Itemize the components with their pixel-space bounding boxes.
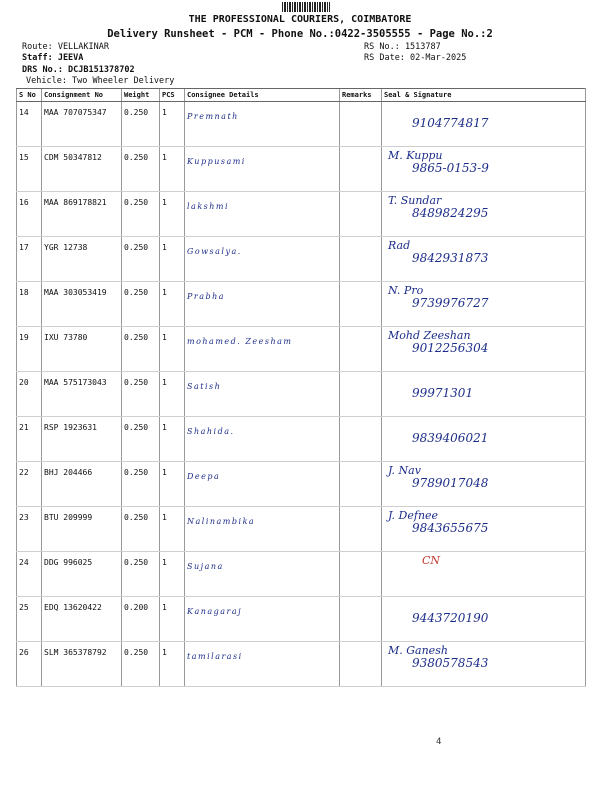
cell-pcs: 1	[160, 372, 185, 417]
col-consignment: Consignment No	[42, 89, 122, 102]
table-row	[17, 552, 586, 597]
cell-sno: 24	[17, 552, 42, 597]
signature-phone: 9789017048	[412, 476, 489, 490]
cell-pcs: 1	[160, 147, 185, 192]
rs-number: RS No.: 1513787	[364, 42, 441, 52]
cell-consignment: EDQ 13620422	[42, 597, 122, 642]
table-row	[17, 462, 586, 507]
signature-phone: 9843655675	[412, 521, 489, 535]
table-row	[17, 192, 586, 237]
cell-consignee: Nalinambika	[185, 507, 340, 552]
signature-name: J. Defnee	[388, 509, 439, 522]
cell-weight: 0.250	[122, 417, 160, 462]
cell-pcs: 1	[160, 642, 185, 687]
cell-consignee: Shahida.	[185, 417, 340, 462]
cell-pcs: 1	[160, 237, 185, 282]
cell-signature	[382, 282, 586, 327]
cell-signature	[382, 147, 586, 192]
table-row	[17, 327, 586, 372]
cell-remarks	[340, 417, 382, 462]
cell-consignee: Deepa	[185, 462, 340, 507]
table-row	[17, 147, 586, 192]
cell-consignment: MAA 303053419	[42, 282, 122, 327]
cell-remarks	[340, 102, 382, 147]
route: Route: VELLAKINAR	[22, 42, 109, 52]
cell-sno: 14	[17, 102, 42, 147]
col-weight: Weight	[122, 89, 160, 102]
cell-consignment: BTU 209999	[42, 507, 122, 552]
cell-pcs: 1	[160, 417, 185, 462]
cell-consignment: SLM 365378792	[42, 642, 122, 687]
cell-pcs: 1	[160, 327, 185, 372]
signature-name: T. Sundar	[388, 194, 442, 207]
cell-sno: 26	[17, 642, 42, 687]
cell-sno: 23	[17, 507, 42, 552]
cell-signature	[382, 192, 586, 237]
cell-signature	[382, 417, 586, 462]
signature-name: Rad	[388, 239, 411, 252]
cell-sno: 17	[17, 237, 42, 282]
cell-consignee: lakshmi	[185, 192, 340, 237]
cell-signature	[382, 372, 586, 417]
cell-consignee: Sujana	[185, 552, 340, 597]
cell-consignment: MAA 869178821	[42, 192, 122, 237]
signature-phone: 99971301	[412, 386, 474, 400]
cell-signature	[382, 642, 586, 687]
cell-weight: 0.250	[122, 192, 160, 237]
cell-consignee: tamilarasi	[185, 642, 340, 687]
table-header-row	[17, 89, 586, 102]
cell-weight: 0.200	[122, 597, 160, 642]
cell-remarks	[340, 642, 382, 687]
signature-phone: 9739976727	[412, 296, 489, 310]
table-row	[17, 642, 586, 687]
signature-name: J. Nav	[388, 464, 421, 477]
cell-consignment: BHJ 204466	[42, 462, 122, 507]
signature-phone: 9865-0153-9	[412, 161, 489, 175]
cell-signature	[382, 237, 586, 282]
cell-weight: 0.250	[122, 327, 160, 372]
col-sno: S No	[17, 89, 42, 102]
signature-name: Mohd Zeeshan	[388, 329, 471, 342]
cell-remarks	[340, 552, 382, 597]
cell-consignment: CDM 50347812	[42, 147, 122, 192]
runsheet-table	[16, 88, 586, 687]
cell-consignee: Satish	[185, 372, 340, 417]
col-consignee: Consignee Details	[185, 89, 340, 102]
cell-remarks	[340, 147, 382, 192]
cell-remarks	[340, 597, 382, 642]
table-row	[17, 282, 586, 327]
cell-signature	[382, 507, 586, 552]
cell-pcs: 1	[160, 552, 185, 597]
staff: Staff: JEEVA	[22, 53, 84, 63]
cell-consignment: MAA 707075347	[42, 102, 122, 147]
signature-phone: 9012256304	[412, 341, 489, 355]
cell-consignee: Prabha	[185, 282, 340, 327]
cell-remarks	[340, 462, 382, 507]
cell-signature	[382, 462, 586, 507]
signature-phone: 9842931873	[412, 251, 489, 265]
signature-phone: 9443720190	[412, 611, 489, 625]
cell-sno: 15	[17, 147, 42, 192]
cell-consignee: mohamed. Zeesham	[185, 327, 340, 372]
cell-weight: 0.250	[122, 507, 160, 552]
cell-weight: 0.250	[122, 282, 160, 327]
table-row	[17, 597, 586, 642]
signature-name: M. Ganesh	[388, 644, 448, 657]
company-title: THE PROFESSIONAL COURIERS, COIMBATORE	[188, 14, 412, 25]
drs-number: DRS No.: DCJB151378702	[22, 65, 135, 75]
cell-pcs: 1	[160, 282, 185, 327]
signature-name: N. Pro	[388, 284, 424, 297]
col-signature: Seal & Signature	[382, 89, 586, 102]
col-remarks: Remarks	[340, 89, 382, 102]
cell-weight: 0.250	[122, 102, 160, 147]
cell-weight: 0.250	[122, 642, 160, 687]
table-row	[17, 372, 586, 417]
cell-remarks	[340, 282, 382, 327]
cell-signature	[382, 552, 586, 597]
cell-signature	[382, 327, 586, 372]
table-row	[17, 417, 586, 462]
cell-consignee: Gowsalya.	[185, 237, 340, 282]
cell-remarks	[340, 237, 382, 282]
cell-pcs: 1	[160, 462, 185, 507]
cell-pcs: 1	[160, 102, 185, 147]
cell-remarks	[340, 507, 382, 552]
table-row	[17, 507, 586, 552]
cell-weight: 0.250	[122, 147, 160, 192]
signature-phone: 9380578543	[412, 656, 489, 670]
cell-weight: 0.250	[122, 237, 160, 282]
cell-sno: 20	[17, 372, 42, 417]
cell-sno: 25	[17, 597, 42, 642]
page-mark: 4	[436, 737, 442, 747]
cell-consignee: Premnath	[185, 102, 340, 147]
cell-weight: 0.250	[122, 552, 160, 597]
cell-sno: 18	[17, 282, 42, 327]
table-row	[17, 102, 586, 147]
cell-consignment: IXU 73780	[42, 327, 122, 372]
signature-phone: 9839406021	[412, 431, 489, 445]
cell-sno: 21	[17, 417, 42, 462]
barcode	[282, 2, 330, 12]
cell-pcs: 1	[160, 597, 185, 642]
cell-consignee: Kuppusami	[185, 147, 340, 192]
cell-remarks	[340, 327, 382, 372]
signature-name: M. Kuppu	[388, 149, 443, 162]
cell-remarks	[340, 372, 382, 417]
cell-consignee: Kanagaraj	[185, 597, 340, 642]
cell-pcs: 1	[160, 192, 185, 237]
cell-consignment: RSP 1923631	[42, 417, 122, 462]
signature-phone: 9104774817	[412, 116, 489, 130]
cell-sno: 19	[17, 327, 42, 372]
table-row	[17, 237, 586, 282]
cell-remarks	[340, 192, 382, 237]
cell-sno: 22	[17, 462, 42, 507]
cell-pcs: 1	[160, 507, 185, 552]
cell-signature	[382, 597, 586, 642]
cell-sno: 16	[17, 192, 42, 237]
cell-weight: 0.250	[122, 462, 160, 507]
cell-consignment: DDG 996025	[42, 552, 122, 597]
vehicle: Vehicle: Two Wheeler Delivery	[26, 76, 175, 86]
runsheet-subtitle: Delivery Runsheet - PCM - Phone No.:0422-3505555 - Page No.:2	[107, 28, 493, 40]
cell-consignment: YGR 12738	[42, 237, 122, 282]
cell-consignment: MAA 575173043	[42, 372, 122, 417]
cell-weight: 0.250	[122, 372, 160, 417]
cell-signature	[382, 102, 586, 147]
rs-date: RS Date: 02-Mar-2025	[364, 53, 467, 63]
signature-phone: 8489824295	[412, 206, 489, 220]
col-pcs: PCS	[160, 89, 185, 102]
signature-name: CN	[422, 554, 441, 567]
